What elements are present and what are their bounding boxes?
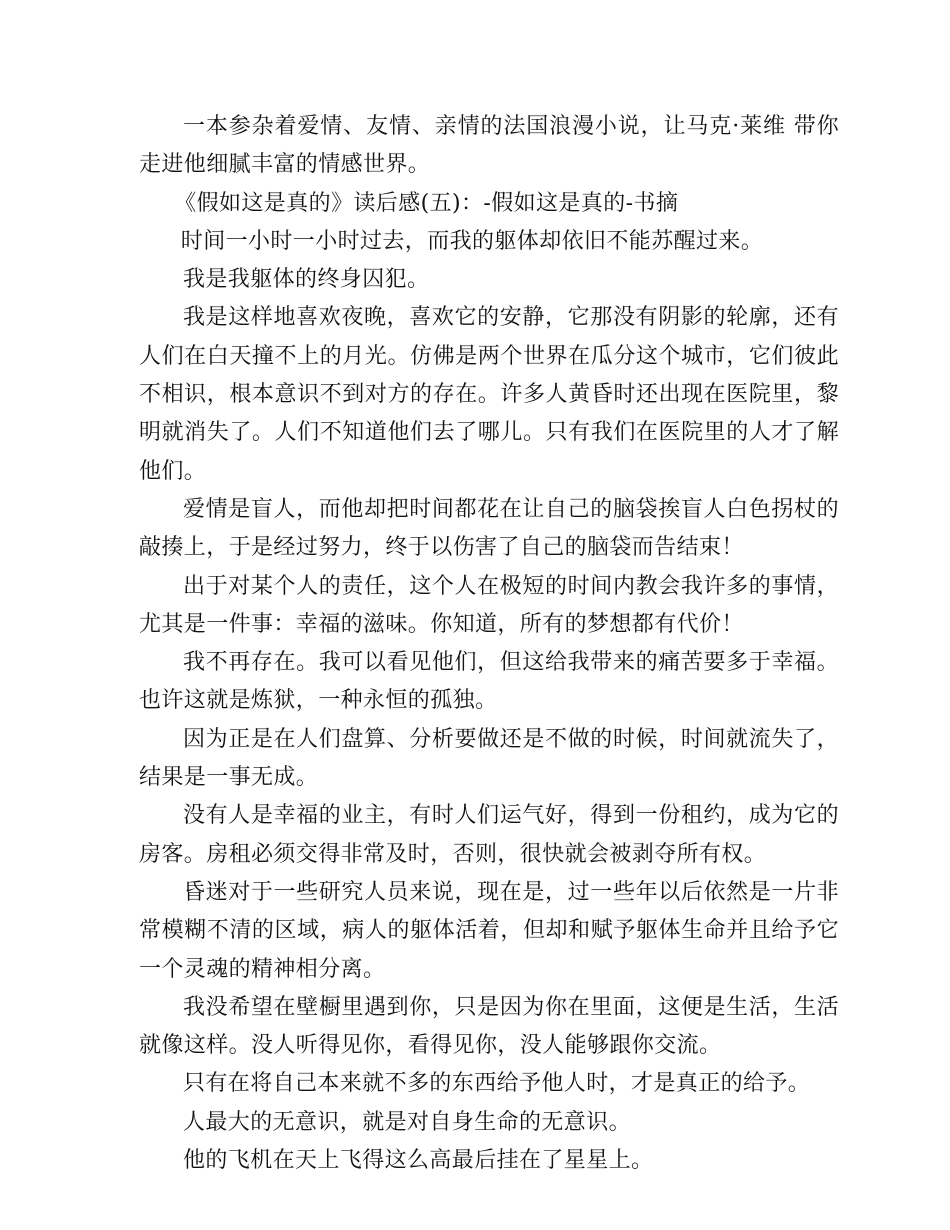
- paragraph: 时间一小时一小时过去，而我的躯体却依旧不能苏醒过来。: [180, 228, 764, 254]
- paragraph-intro: 一本参杂着爱情、友情、亲情的法国浪漫小说，让马克·莱维 带你走进他细腻丰富的情感世界。: [139, 114, 839, 178]
- paragraph: 我是我躯体的终身囚犯。: [183, 267, 430, 293]
- paragraph: 人最大的无意识，就是对自身生命的无意识。: [183, 1109, 632, 1135]
- document-body: [139, 108, 839, 1180]
- paragraph: 没有人是幸福的业主，有时人们运气好，得到一份租约，成为它的房客。房租必须交得非常及时，否则，很快就会被剥夺所有权。: [139, 803, 839, 867]
- paragraph: 我不再存在。我可以看见他们，但这给我带来的痛苦要多于幸福。也许这就是炼狱，一种永恒的孤独。: [139, 650, 839, 714]
- paragraph: 他的飞机在天上飞得这么高最后挂在了星星上。: [183, 1148, 654, 1174]
- paragraph: 出于对某个人的责任，这个人在极短的时间内教会我许多的事情，尤其是一件事：幸福的滋味。你知道，所有的梦想都有代价！: [139, 573, 839, 637]
- paragraph: 我是这样地喜欢夜晚，喜欢它的安静，它那没有阴影的轮廓，还有人们在白天撞不上的月光。仿佛是两个世界在瓜分这个城市，它们彼此不相识，根本意识不到对方的存在。许多人黄昏时还出现在医院里，黎明就消失了。人们不知道他们去了哪儿。只有我们在医院里的人才了解他们。: [139, 305, 839, 484]
- paragraph: 我没希望在壁橱里遇到你，只是因为你在里面，这便是生活，生活就像这样。没人听得见你，看得见你，没人能够跟你交流。: [139, 994, 839, 1059]
- paragraph: 只有在将自己本来就不多的东西给予他人时，才是真正的给予。: [183, 1071, 811, 1097]
- paragraph: 因为正是在人们盘算、分析要做还是不做的时候，时间就流失了，结果是一事无成。: [139, 726, 839, 791]
- paragraph: 爱情是盲人，而他却把时间都花在让自己的脑袋挨盲人白色拐杖的敲揍上，于是经过努力，终于以伤害了自己的脑袋而告结束！: [139, 496, 839, 561]
- paragraph: 昏迷对于一些研究人员来说，现在是，过一些年以后依然是一片非常模糊不清的区域，病人的躯体活着，但却和赋予躯体生命并且给予它一个灵魂的精神相分离。: [139, 879, 839, 982]
- section-heading: 《假如这是真的》读后感(五)：-假如这是真的-书摘: [174, 190, 679, 216]
